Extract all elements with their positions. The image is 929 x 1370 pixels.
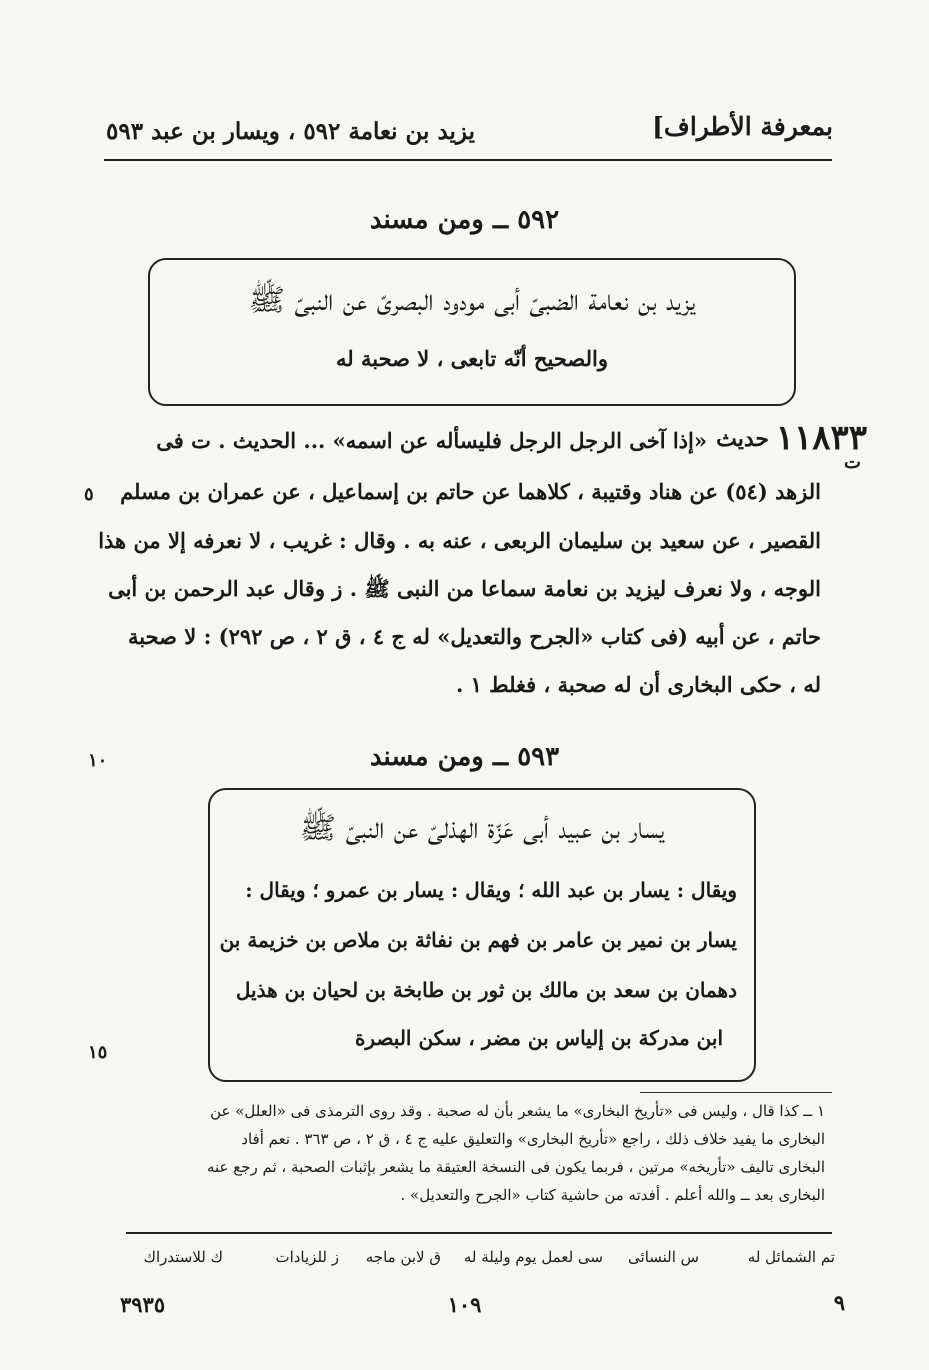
running-header-left: يزيد بن نعامة ٥٩٢ ، ويسار بن عبد ٥٩٣ [106, 118, 476, 145]
footnote-line-1: ١ ــ كذا قال ، وليس فى «تأريخ البخارى» ما يشعر بأن له صحبة . وقد روى الترمذى فى «العلل» عن [210, 1102, 825, 1120]
hadith-sigla: ت [844, 452, 861, 473]
section-592-note: والصحيح أنّه تابعى ، لا صحبة له [336, 346, 608, 371]
running-header-right: بمعرفة الأطراف] [652, 112, 833, 141]
hadith-line-1: «إذا آخى الرجل الرجل فليسأله عن اسمه» ... الحديث . ت فى [156, 428, 707, 453]
abbreviations-rule [126, 1232, 832, 1234]
abbr-s: س النسائى [628, 1248, 699, 1266]
footnote-line-3: البخارى تاليف «تأريخه» مرتين ، فربما يكون فى النسخة العتيقة ما يشعر بإثبات الصحبة ، ثم رجع عنه [206, 1158, 825, 1176]
footnote-line-2: البخارى ما يفيد خلاف ذلك ، راجع «تأريخ البخارى» والتعليق عليه ج ٤ ، ق ٢ ، ص ٣٦٣ . نعم أفاد [241, 1130, 825, 1148]
margin-number-10: ١٠ [88, 750, 108, 771]
abbr-k: ك للاستدراك [143, 1248, 223, 1266]
abbr-z: ز للزيادات [275, 1248, 339, 1266]
abbr-sy: سى لعمل يوم وليلة له [463, 1248, 603, 1266]
hadith-line-2: الزهد (٥٤) عن هناد وقتيبة ، كلاهما عن حاتم بن إسماعيل ، عن عمران بن مسلم [120, 479, 821, 504]
section-593-line-2: يسار بن نمير بن عامر بن فهم بن نفاثة بن ملاص بن خزيمة بن [219, 928, 737, 952]
section-593-title: ٥٩٣ ــ ومن مسند [369, 742, 560, 772]
section-592-box [148, 258, 796, 406]
margin-number-15: ١٥ [88, 1042, 108, 1063]
header-rule [104, 159, 832, 161]
section-592-title: ٥٩٢ ــ ومن مسند [369, 205, 560, 235]
section-593-narrator: يسار بن عبيد أبى عَزّة الهذلىّ عن النبىّ ﷺ [299, 811, 665, 846]
hadith-line-3: القصير ، عن سعيد بن سليمان الربعى ، عنه به . وقال : غريب ، لا نعرفه إلا من هذا [98, 528, 821, 553]
footnote-rule [640, 1092, 832, 1093]
section-593-line-3: دهمان بن سعد بن مالك بن ثور بن طابخة بن لحيان بن هذيل [235, 978, 737, 1002]
hadith-word: حديث [716, 426, 769, 452]
page-number-right: ٩ [833, 1290, 845, 1315]
footnote-line-4: البخارى بعد ــ والله أعلم . أفدته من حاشية كتاب «الجرح والتعديل» . [400, 1186, 825, 1204]
hadith-number: ١١٨٣٣ [775, 418, 867, 458]
abbr-tm: تم الشمائل له [747, 1248, 835, 1266]
section-592-narrator: يزيد بن نعامة الضبىّ أبى مودود البصرىّ عن النبىّ ﷺ [248, 283, 696, 318]
page-number-center: ١٠٩ [447, 1292, 482, 1317]
page-number-left: ٣٩٣٥ [120, 1292, 166, 1317]
margin-number-5: ٥ [84, 484, 94, 505]
hadith-line-4: الوجه ، ولا نعرف ليزيد بن نعامة سماعا من النبى ﷺ . ز وقال عبد الرحمن بن أبى [108, 576, 821, 601]
abbr-q: ق لابن ماجه [365, 1248, 441, 1266]
section-593-line-4: ابن مدركة بن إلياس بن مضر ، سكن البصرة [354, 1026, 723, 1050]
hadith-line-6: له ، حكى البخارى أن له صحبة ، فغلط ١ . [455, 672, 821, 697]
hadith-line-5: حاتم ، عن أبيه (فى كتاب «الجرح والتعديل» له ج ٤ ، ق ٢ ، ص ٢٩٢) : لا صحبة [128, 624, 821, 649]
section-593-line-1: ويقال : يسار بن عبد الله ؛ ويقال : يسار بن عمرو ؛ ويقال : [245, 878, 737, 902]
